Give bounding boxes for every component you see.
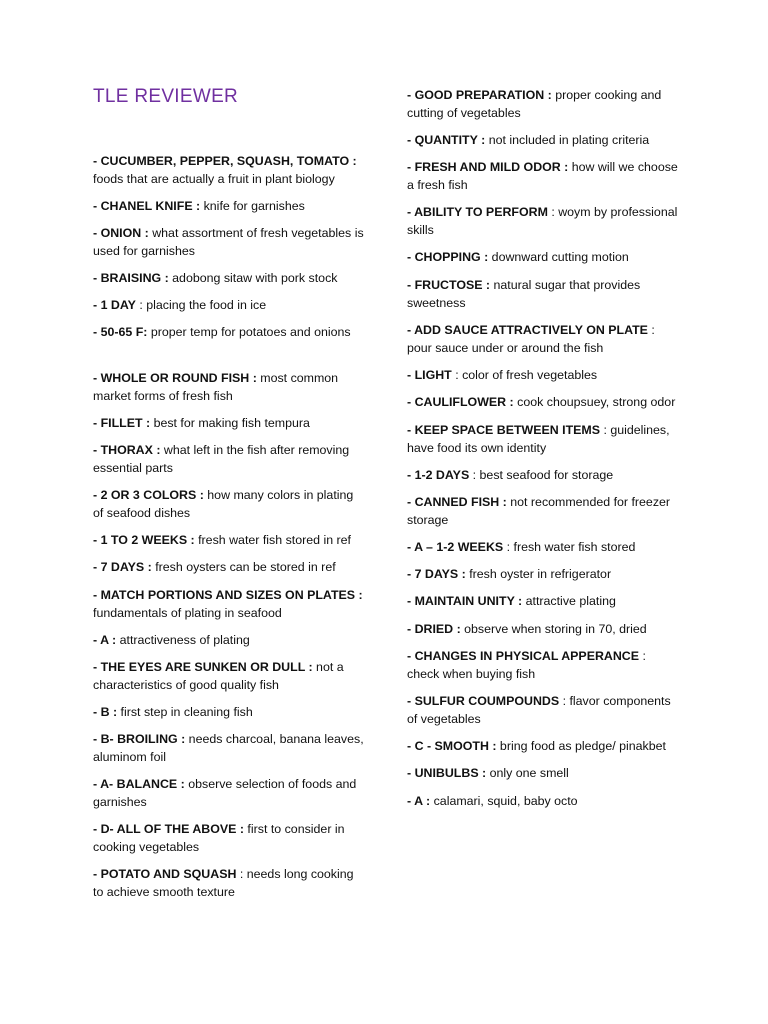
item-term: - WHOLE OR ROUND FISH : (93, 371, 257, 385)
item-description: : guidelines, have food its own identity (407, 423, 670, 455)
item-term: - A- BALANCE : (93, 777, 185, 791)
item-description: : needs long cooking to achieve smooth texture (93, 867, 354, 899)
list-item (93, 532, 365, 550)
item-description: how many colors in plating of seafood dishes (93, 488, 354, 520)
item-term: - CANNED FISH : (407, 495, 507, 509)
item-term: - ADD SAUCE ATTRACTIVELY ON PLATE (407, 323, 648, 337)
item-description: cook choupsuey, strong odor (513, 395, 676, 409)
item-description: fresh oyster in refrigerator (465, 567, 612, 581)
list-item (407, 159, 679, 194)
item-description: observe when storing in 70, dried (460, 622, 647, 636)
item-term: - GOOD PREPARATION : (407, 88, 552, 102)
item-term: - FRESH AND MILD ODOR : (407, 160, 569, 174)
list-item (93, 704, 365, 722)
item-description: : placing the food in ice (135, 298, 267, 312)
item-description: fresh oysters can be stored in ref (151, 560, 336, 574)
list-item (93, 370, 365, 405)
item-description: : color of fresh vegetables (451, 368, 598, 382)
item-term: - CAULIFLOWER : (407, 395, 514, 409)
item-description: what assortment of fresh vegetables is used for garnishes (93, 226, 364, 258)
item-description: calamari, squid, baby octo (430, 794, 578, 808)
list-item (93, 198, 365, 216)
item-term: - POTATO AND SQUASH (93, 867, 237, 881)
item-term: - 1 DAY (93, 298, 136, 312)
item-term: - LIGHT (407, 368, 452, 382)
list-item (407, 738, 679, 756)
item-term: - 50-65 F: (93, 325, 148, 339)
list-item (407, 494, 679, 529)
list-item (407, 593, 679, 611)
item-term: - BRAISING : (93, 271, 169, 285)
item-term: - A – 1-2 WEEKS (407, 540, 504, 554)
item-term: - UNIBULBS : (407, 766, 487, 780)
item-description: bring food as pledge/ pinakbet (496, 739, 666, 753)
item-term: - FILLET : (93, 416, 151, 430)
item-description: attractiveness of plating (116, 633, 250, 647)
item-description: foods that are actually a fruit in plant biology (93, 171, 335, 186)
item-description: adobong sitaw with pork stock (168, 271, 338, 285)
item-description: best for making fish tempura (150, 416, 310, 430)
page-title: TLE REVIEWER (93, 86, 239, 107)
list-item (407, 277, 679, 312)
item-term: - DRIED : (407, 622, 461, 636)
list-item (407, 394, 679, 412)
item-description: not included in plating criteria (485, 133, 650, 147)
list-item (93, 297, 365, 315)
list-item (93, 866, 365, 901)
item-description: : pour sauce under or around the fish (407, 323, 655, 355)
item-description: observe selection of foods and garnishes (93, 777, 357, 809)
item-description: : check when buying fish (407, 649, 646, 681)
item-description: : woym by professional skills (407, 205, 678, 237)
item-description: attractive plating (522, 594, 616, 608)
item-description: proper cooking and cutting of vegetables (407, 88, 662, 120)
item-description: : fresh water fish stored (503, 540, 636, 554)
item-term: - CUCUMBER, PEPPER, SQUASH, TOMATO : (93, 154, 357, 168)
item-description: natural sugar that provides sweetness (407, 278, 641, 310)
list-item (407, 467, 679, 485)
list-item (93, 731, 365, 766)
item-description: most common market forms of fresh fish (93, 371, 339, 403)
item-description: needs charcoal, banana leaves, aluminom foil (93, 732, 364, 764)
item-term: - MATCH PORTIONS AND SIZES ON PLATES : (93, 588, 363, 602)
list-item (93, 632, 365, 650)
item-term: - MAINTAIN UNITY : (407, 594, 523, 608)
list-item (407, 621, 679, 639)
item-description: what left in the fish after removing essential parts (93, 443, 350, 475)
item-description: fresh water fish stored in ref (194, 533, 351, 547)
item-term: - CHOPPING : (407, 250, 489, 264)
list-item (407, 693, 679, 728)
item-description: not a characteristics of good quality fish (93, 660, 344, 692)
item-description: proper temp for potatoes and onions (147, 325, 351, 339)
item-term: - KEEP SPACE BETWEEN ITEMS (407, 423, 600, 437)
item-term: - CHANEL KNIFE : (93, 199, 201, 213)
item-description: first step in cleaning fish (117, 705, 253, 719)
item-description: : flavor components of vegetables (407, 694, 671, 726)
item-description: only one smell (486, 766, 569, 780)
item-description: : best seafood for storage (469, 468, 614, 482)
item-term: - B- BROILING : (93, 732, 186, 746)
list-item (407, 648, 679, 683)
item-term: - 7 DAYS : (407, 567, 466, 581)
item-term: - B : (93, 705, 118, 719)
item-term: - THORAX : (93, 443, 161, 457)
item-term: - 7 DAYS : (93, 560, 152, 574)
item-term: - A : (407, 794, 431, 808)
item-term: - THE EYES ARE SUNKEN OR DULL : (93, 660, 313, 674)
item-term: - FRUCTOSE : (407, 278, 491, 292)
list-item (407, 539, 679, 557)
list-item (93, 442, 365, 477)
list-item (407, 87, 679, 122)
list-item (93, 153, 365, 188)
list-item (407, 765, 679, 783)
item-term: - 2 OR 3 COLORS : (93, 488, 204, 502)
item-term: - QUANTITY : (407, 133, 486, 147)
item-term: - D- ALL OF THE ABOVE : (93, 822, 244, 836)
list-item (93, 487, 365, 522)
item-term: - 1 TO 2 WEEKS : (93, 533, 195, 547)
list-item (407, 322, 679, 357)
list-item (93, 225, 365, 260)
list-item (407, 422, 679, 457)
item-term: - ABILITY TO PERFORM (407, 205, 548, 219)
list-item (407, 204, 679, 239)
item-description: downward cutting motion (488, 250, 629, 264)
item-description: how will we choose a fresh fish (407, 160, 678, 192)
item-term: - 1-2 DAYS (407, 468, 470, 482)
item-description: fundamentals of plating in seafood (93, 605, 282, 620)
list-item (93, 559, 365, 577)
item-term: - C - SMOOTH : (407, 739, 497, 753)
list-item (93, 270, 365, 288)
list-item (407, 367, 679, 385)
item-term: - SULFUR COUMPOUNDS (407, 694, 560, 708)
list-item (93, 415, 365, 433)
list-item (407, 793, 679, 811)
list-item (407, 132, 679, 150)
list-item (407, 566, 679, 584)
item-term: - CHANGES IN PHYSICAL APPERANCE (407, 649, 640, 663)
list-item (93, 659, 365, 694)
item-description: not recommended for freezer storage (407, 495, 671, 527)
item-description: first to consider in cooking vegetables (93, 822, 345, 854)
item-term: - A : (93, 633, 117, 647)
list-item (407, 249, 679, 267)
list-item (93, 587, 365, 622)
list-item (93, 776, 365, 811)
list-item (93, 324, 365, 342)
item-description: knife for garnishes (200, 199, 305, 213)
list-item (93, 821, 365, 856)
item-term: - ONION : (93, 226, 149, 240)
